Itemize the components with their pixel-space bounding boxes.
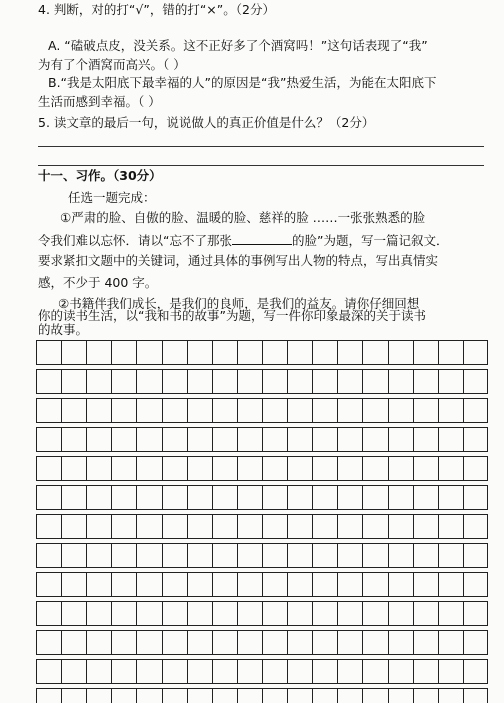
grid-cell[interactable] [111, 486, 136, 509]
grid-cell[interactable] [36, 399, 61, 422]
q4-title: 4. 判断，对的打“√”，错的打“×”。（2分） [38, 2, 275, 17]
grid-cell[interactable] [61, 515, 86, 538]
grid-cell[interactable] [337, 602, 362, 625]
grid-cell[interactable] [337, 399, 362, 422]
grid-cell[interactable] [162, 457, 187, 480]
grid-cell[interactable] [438, 631, 463, 654]
grid-cell[interactable] [237, 515, 262, 538]
grid-row[interactable] [36, 543, 488, 568]
grid-cell[interactable] [337, 341, 362, 364]
grid-cell[interactable] [362, 602, 387, 625]
grid-row[interactable] [36, 688, 488, 703]
grid-cell[interactable] [287, 573, 312, 596]
grid-cell[interactable] [388, 515, 413, 538]
grid-cell[interactable] [36, 689, 61, 703]
grid-cell[interactable] [212, 660, 237, 683]
grid-cell[interactable] [463, 573, 488, 596]
grid-cell[interactable] [61, 689, 86, 703]
grid-cell[interactable] [187, 602, 212, 625]
grid-cell[interactable] [187, 515, 212, 538]
grid-row[interactable] [36, 369, 488, 394]
grid-cell[interactable] [438, 602, 463, 625]
grid-cell[interactable] [337, 428, 362, 451]
grid-cell[interactable] [287, 486, 312, 509]
grid-cell[interactable] [86, 515, 111, 538]
grid-cell[interactable] [287, 631, 312, 654]
grid-cell[interactable] [36, 457, 61, 480]
grid-cell[interactable] [438, 660, 463, 683]
grid-cell[interactable] [337, 660, 362, 683]
grid-cell[interactable] [438, 370, 463, 393]
grid-cell[interactable] [312, 428, 337, 451]
option-1-line2 [38, 232, 448, 249]
grid-cell[interactable] [136, 486, 161, 509]
grid-cell[interactable] [413, 486, 438, 509]
grid-cell[interactable] [36, 428, 61, 451]
grid-cell[interactable] [36, 660, 61, 683]
grid-cell[interactable] [86, 689, 111, 703]
grid-cell[interactable] [237, 486, 262, 509]
grid-cell[interactable] [111, 573, 136, 596]
grid-cell[interactable] [487, 370, 488, 393]
grid-cell[interactable] [187, 457, 212, 480]
grid-row[interactable] [36, 427, 488, 452]
grid-cell[interactable] [36, 631, 61, 654]
grid-cell[interactable] [212, 486, 237, 509]
grid-cell[interactable] [237, 573, 262, 596]
grid-cell[interactable] [362, 660, 387, 683]
grid-cell[interactable] [487, 602, 488, 625]
grid-cell[interactable] [61, 428, 86, 451]
option-1-line4: 感，不少于 400 字。 [38, 275, 158, 290]
grid-cell[interactable] [262, 399, 287, 422]
composition-writing-grid[interactable] [36, 340, 488, 703]
grid-cell[interactable] [438, 457, 463, 480]
grid-cell[interactable] [413, 660, 438, 683]
grid-cell[interactable] [438, 689, 463, 703]
grid-cell[interactable] [86, 573, 111, 596]
option-2-line2: 你的读书生活，以“我和书的故事”为题，写一件你印象最深的关于读书 [38, 308, 426, 323]
grid-cell[interactable] [312, 486, 337, 509]
grid-cell[interactable] [61, 341, 86, 364]
grid-cell[interactable] [36, 602, 61, 625]
grid-cell[interactable] [136, 660, 161, 683]
grid-cell[interactable] [287, 544, 312, 567]
grid-cell[interactable] [237, 341, 262, 364]
grid-cell[interactable] [212, 399, 237, 422]
grid-cell[interactable] [487, 399, 488, 422]
grid-cell[interactable] [487, 631, 488, 654]
grid-cell[interactable] [413, 428, 438, 451]
grid-cell[interactable] [212, 544, 237, 567]
grid-cell[interactable] [36, 573, 61, 596]
grid-cell[interactable] [111, 689, 136, 703]
grid-cell[interactable] [312, 399, 337, 422]
grid-cell[interactable] [463, 660, 488, 683]
grid-cell[interactable] [337, 457, 362, 480]
grid-cell[interactable] [61, 573, 86, 596]
grid-cell[interactable] [362, 689, 387, 703]
grid-cell[interactable] [136, 689, 161, 703]
grid-cell[interactable] [487, 428, 488, 451]
grid-cell[interactable] [487, 515, 488, 538]
grid-cell[interactable] [36, 544, 61, 567]
section-11-title: 十一、习作。（30分） [38, 168, 162, 183]
grid-cell[interactable] [162, 428, 187, 451]
grid-cell[interactable] [136, 544, 161, 567]
grid-cell[interactable] [388, 341, 413, 364]
grid-cell[interactable] [337, 544, 362, 567]
grid-cell[interactable] [187, 370, 212, 393]
grid-cell[interactable] [388, 428, 413, 451]
grid-cell[interactable] [312, 341, 337, 364]
grid-cell[interactable] [413, 631, 438, 654]
grid-row[interactable] [36, 485, 488, 510]
grid-cell[interactable] [463, 457, 488, 480]
grid-cell[interactable] [111, 370, 136, 393]
grid-cell[interactable] [262, 689, 287, 703]
grid-cell[interactable] [136, 602, 161, 625]
grid-cell[interactable] [61, 486, 86, 509]
option-1-line3: 要求紧扣文题中的关键词，通过具体的事例写出人物的特点，写出真情实 [38, 253, 439, 268]
grid-cell[interactable] [136, 457, 161, 480]
grid-cell[interactable] [237, 689, 262, 703]
grid-cell[interactable] [362, 341, 387, 364]
grid-cell[interactable] [111, 399, 136, 422]
grid-cell[interactable] [463, 486, 488, 509]
grid-cell[interactable] [162, 602, 187, 625]
grid-cell[interactable] [487, 341, 488, 364]
grid-cell[interactable] [362, 399, 387, 422]
grid-row[interactable] [36, 456, 488, 481]
grid-cell[interactable] [111, 515, 136, 538]
grid-cell[interactable] [136, 399, 161, 422]
grid-cell[interactable] [287, 370, 312, 393]
grid-cell[interactable] [388, 370, 413, 393]
grid-cell[interactable] [438, 515, 463, 538]
grid-row[interactable] [36, 398, 488, 423]
grid-cell[interactable] [312, 573, 337, 596]
grid-cell[interactable] [86, 428, 111, 451]
grid-cell[interactable] [36, 370, 61, 393]
grid-cell[interactable] [61, 399, 86, 422]
grid-cell[interactable] [337, 515, 362, 538]
grid-cell[interactable] [463, 399, 488, 422]
grid-row[interactable] [36, 601, 488, 626]
grid-cell[interactable] [287, 602, 312, 625]
grid-cell[interactable] [388, 399, 413, 422]
grid-cell[interactable] [86, 370, 111, 393]
grid-cell[interactable] [187, 486, 212, 509]
grid-cell[interactable] [136, 370, 161, 393]
grid-cell[interactable] [487, 486, 488, 509]
option-2-line3: 的故事。 [38, 322, 89, 337]
q5-answer-line-2[interactable] [38, 165, 484, 166]
grid-cell[interactable] [162, 689, 187, 703]
grid-cell[interactable] [312, 515, 337, 538]
grid-cell[interactable] [463, 631, 488, 654]
grid-cell[interactable] [86, 602, 111, 625]
grid-cell[interactable] [212, 370, 237, 393]
grid-cell[interactable] [287, 399, 312, 422]
grid-cell[interactable] [413, 370, 438, 393]
grid-cell[interactable] [287, 515, 312, 538]
grid-cell[interactable] [111, 660, 136, 683]
grid-cell[interactable] [111, 544, 136, 567]
grid-cell[interactable] [388, 544, 413, 567]
grid-cell[interactable] [86, 631, 111, 654]
grid-cell[interactable] [362, 544, 387, 567]
grid-cell[interactable] [61, 660, 86, 683]
grid-cell[interactable] [362, 486, 387, 509]
grid-row[interactable] [36, 572, 488, 597]
grid-cell[interactable] [438, 341, 463, 364]
q4-option-b-line1: B.“我是太阳底下最幸福的人”的原因是“我”热爱生活，为能在太阳底下 [48, 75, 437, 90]
grid-cell[interactable] [312, 602, 337, 625]
q4-option-b-line2: 生活而感到幸福。（ ） [38, 94, 161, 109]
grid-cell[interactable] [86, 660, 111, 683]
q4-option-a-line1: A. “磕破点皮，没关系。这不正好多了个酒窝吗！”这句话表现了“我” [48, 38, 428, 53]
grid-cell[interactable] [162, 399, 187, 422]
grid-cell[interactable] [212, 602, 237, 625]
grid-cell[interactable] [262, 457, 287, 480]
grid-cell[interactable] [111, 341, 136, 364]
grid-cell[interactable] [463, 341, 488, 364]
grid-cell[interactable] [438, 428, 463, 451]
grid-cell[interactable] [212, 573, 237, 596]
grid-cell[interactable] [337, 689, 362, 703]
grid-cell[interactable] [262, 631, 287, 654]
grid-cell[interactable] [136, 428, 161, 451]
grid-cell[interactable] [487, 544, 488, 567]
grid-cell[interactable] [362, 631, 387, 654]
grid-cell[interactable] [287, 689, 312, 703]
grid-cell[interactable] [438, 399, 463, 422]
grid-cell[interactable] [388, 486, 413, 509]
grid-cell[interactable] [413, 573, 438, 596]
grid-cell[interactable] [212, 515, 237, 538]
grid-cell[interactable] [262, 660, 287, 683]
grid-cell[interactable] [362, 573, 387, 596]
grid-cell[interactable] [111, 602, 136, 625]
grid-cell[interactable] [237, 457, 262, 480]
grid-cell[interactable] [237, 544, 262, 567]
grid-cell[interactable] [413, 341, 438, 364]
grid-row[interactable] [36, 340, 488, 365]
grid-cell[interactable] [187, 689, 212, 703]
q4-option-a-line2: 为有了个酒窝而高兴。（ ） [38, 57, 186, 72]
grid-cell[interactable] [312, 660, 337, 683]
grid-cell[interactable] [237, 399, 262, 422]
grid-cell[interactable] [362, 515, 387, 538]
grid-cell[interactable] [237, 631, 262, 654]
q5-title: 5. 读文章的最后一句，说说做人的真正价值是什么？（2分） [38, 115, 375, 130]
grid-cell[interactable] [212, 689, 237, 703]
grid-cell[interactable] [287, 660, 312, 683]
grid-cell[interactable] [187, 573, 212, 596]
grid-cell[interactable] [36, 486, 61, 509]
grid-cell[interactable] [262, 428, 287, 451]
grid-cell[interactable] [86, 341, 111, 364]
grid-cell[interactable] [312, 544, 337, 567]
grid-cell[interactable] [162, 660, 187, 683]
grid-cell[interactable] [162, 486, 187, 509]
grid-cell[interactable] [262, 602, 287, 625]
grid-cell[interactable] [287, 428, 312, 451]
grid-cell[interactable] [61, 602, 86, 625]
option-2-line1: ②书籍伴我们成长，是我们的良师，是我们的益友。请你仔细回想 [58, 296, 420, 311]
title-fill-blank[interactable] [232, 232, 292, 245]
grid-cell[interactable] [463, 544, 488, 567]
grid-cell[interactable] [388, 573, 413, 596]
grid-cell[interactable] [162, 370, 187, 393]
grid-cell[interactable] [162, 341, 187, 364]
grid-cell[interactable] [212, 457, 237, 480]
grid-cell[interactable] [388, 457, 413, 480]
grid-cell[interactable] [487, 660, 488, 683]
grid-cell[interactable] [487, 457, 488, 480]
grid-cell[interactable] [487, 573, 488, 596]
grid-cell[interactable] [413, 515, 438, 538]
grid-cell[interactable] [111, 457, 136, 480]
grid-cell[interactable] [463, 602, 488, 625]
grid-cell[interactable] [262, 515, 287, 538]
grid-cell[interactable] [337, 370, 362, 393]
grid-cell[interactable] [413, 689, 438, 703]
grid-cell[interactable] [463, 370, 488, 393]
grid-cell[interactable] [162, 573, 187, 596]
grid-cell[interactable] [61, 457, 86, 480]
section-11-instruction: 任选一题完成： [68, 190, 156, 205]
grid-cell[interactable] [337, 573, 362, 596]
option-1-line2-start: 令我们难以忘怀．请以“忘不了那张 [38, 233, 232, 248]
grid-cell[interactable] [262, 370, 287, 393]
grid-cell[interactable] [362, 370, 387, 393]
grid-cell[interactable] [86, 457, 111, 480]
grid-cell[interactable] [36, 515, 61, 538]
grid-cell[interactable] [187, 341, 212, 364]
grid-cell[interactable] [237, 660, 262, 683]
option-1-line2-end: 的脸”为题，写一篇记叙文． [291, 233, 449, 248]
grid-cell[interactable] [463, 689, 488, 703]
grid-cell[interactable] [212, 341, 237, 364]
grid-cell[interactable] [463, 515, 488, 538]
grid-cell[interactable] [162, 631, 187, 654]
grid-cell[interactable] [413, 544, 438, 567]
grid-row[interactable] [36, 659, 488, 684]
grid-cell[interactable] [86, 544, 111, 567]
grid-row[interactable] [36, 630, 488, 655]
grid-cell[interactable] [61, 370, 86, 393]
grid-cell[interactable] [413, 399, 438, 422]
grid-cell[interactable] [237, 602, 262, 625]
grid-cell[interactable] [312, 631, 337, 654]
grid-cell[interactable] [438, 544, 463, 567]
grid-cell[interactable] [312, 457, 337, 480]
grid-cell[interactable] [438, 573, 463, 596]
grid-cell[interactable] [262, 341, 287, 364]
grid-cell[interactable] [36, 341, 61, 364]
grid-cell[interactable] [187, 660, 212, 683]
grid-cell[interactable] [287, 457, 312, 480]
grid-row[interactable] [36, 514, 488, 539]
grid-cell[interactable] [463, 428, 488, 451]
grid-cell[interactable] [61, 544, 86, 567]
grid-cell[interactable] [237, 370, 262, 393]
grid-cell[interactable] [388, 602, 413, 625]
grid-cell[interactable] [162, 544, 187, 567]
grid-cell[interactable] [187, 428, 212, 451]
grid-cell[interactable] [312, 370, 337, 393]
grid-cell[interactable] [388, 631, 413, 654]
grid-cell[interactable] [312, 689, 337, 703]
grid-cell[interactable] [413, 602, 438, 625]
grid-cell[interactable] [262, 573, 287, 596]
grid-cell[interactable] [362, 457, 387, 480]
grid-cell[interactable] [187, 544, 212, 567]
q5-answer-line-1[interactable] [38, 146, 484, 147]
grid-cell[interactable] [337, 486, 362, 509]
grid-cell[interactable] [487, 689, 488, 703]
grid-cell[interactable] [86, 486, 111, 509]
grid-cell[interactable] [111, 631, 136, 654]
grid-cell[interactable] [162, 515, 187, 538]
grid-cell[interactable] [136, 341, 161, 364]
grid-cell[interactable] [237, 428, 262, 451]
grid-cell[interactable] [212, 428, 237, 451]
grid-cell[interactable] [187, 399, 212, 422]
grid-cell[interactable] [413, 457, 438, 480]
grid-cell[interactable] [388, 660, 413, 683]
grid-cell[interactable] [287, 341, 312, 364]
grid-cell[interactable] [262, 486, 287, 509]
grid-cell[interactable] [337, 631, 362, 654]
grid-cell[interactable] [262, 544, 287, 567]
grid-cell[interactable] [86, 399, 111, 422]
grid-cell[interactable] [136, 573, 161, 596]
grid-cell[interactable] [438, 486, 463, 509]
grid-cell[interactable] [61, 631, 86, 654]
grid-cell[interactable] [362, 428, 387, 451]
grid-cell[interactable] [136, 515, 161, 538]
option-1-line1: ①严肃的脸、自傲的脸、温暖的脸、慈祥的脸 ……一张张熟悉的脸 [60, 210, 426, 225]
grid-cell[interactable] [111, 428, 136, 451]
grid-cell[interactable] [212, 631, 237, 654]
grid-cell[interactable] [388, 689, 413, 703]
grid-cell[interactable] [187, 631, 212, 654]
grid-cell[interactable] [136, 631, 161, 654]
